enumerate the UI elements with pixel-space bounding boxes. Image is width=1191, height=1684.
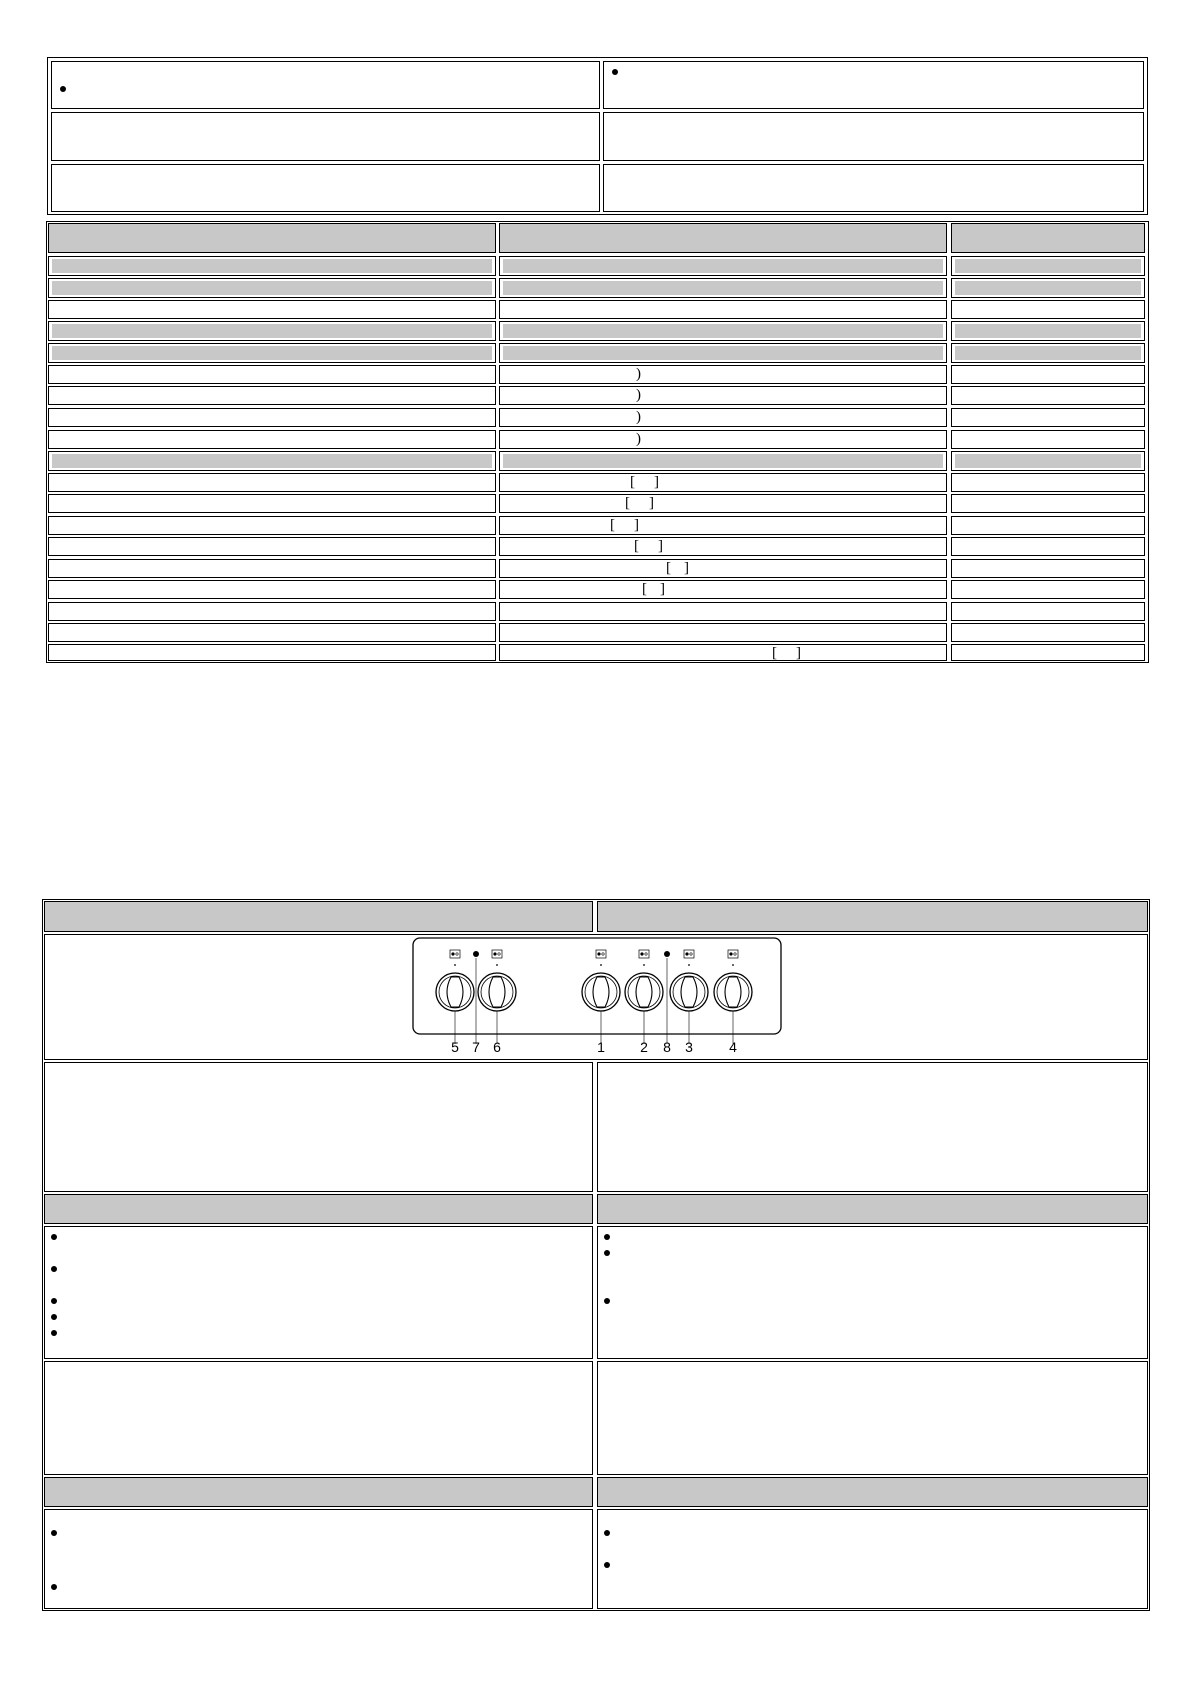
indicator-light-8 (664, 951, 670, 957)
bullet-list-right-2 (597, 1226, 1148, 1359)
knob-number-label: 8 (663, 1039, 671, 1055)
spec-cell-r1-c1 (48, 223, 496, 253)
spec-cell-r19-c1 (48, 623, 496, 642)
spec-cell-r19-c3 (951, 623, 1145, 642)
bullet-icon (604, 1530, 610, 1536)
bullet-icon (604, 1562, 610, 1568)
section-header-left-3 (44, 1477, 593, 1507)
knob-number-label: 1 (597, 1039, 605, 1055)
knob-number-label: 6 (493, 1039, 501, 1055)
spec-cell-r9-c1 (48, 408, 496, 427)
spec-cell-r15-c2 (499, 537, 947, 556)
spec-cell-r14-c3 (951, 516, 1145, 535)
spec-cell-r16-c3 (951, 559, 1145, 578)
knob-number-label: 2 (640, 1039, 648, 1055)
spec-cell-r4-c3 (951, 300, 1145, 319)
spec-cell-r13-c1 (48, 494, 496, 513)
spec-cell-r15-c3 (951, 537, 1145, 556)
section-header-right-3 (597, 1477, 1148, 1507)
spec-cell-r7-c2 (499, 365, 947, 384)
spec-cell-r18-c2 (499, 602, 947, 621)
indicator-light-7 (473, 951, 479, 957)
closing-parenthesis: ) (636, 431, 641, 447)
spec-cell-r16-c2 (499, 559, 947, 578)
closing-parenthesis: ) (636, 387, 641, 403)
section-header-right-2 (597, 1194, 1148, 1224)
close-bracket: ] (649, 495, 654, 511)
spec-cell-r11-c3 (951, 451, 1145, 471)
close-bracket: ] (660, 581, 665, 597)
bullet-icon (604, 1298, 610, 1304)
open-bracket: [ (630, 474, 635, 490)
spec-cell-r9-c2 (499, 408, 947, 427)
spec-cell-r2-c2 (499, 256, 947, 276)
spec-cell-r3-c2 (499, 278, 947, 298)
bullet-icon (604, 1250, 610, 1256)
spec-cell-r16-c1 (48, 559, 496, 578)
open-bracket: [ (610, 517, 615, 533)
spec-cell-r6-c3 (951, 343, 1145, 363)
spec-cell-r5-c3 (951, 321, 1145, 341)
spec-cell-r5-c1 (48, 321, 496, 341)
bullet-icon (51, 1266, 57, 1272)
knob-number-label: 7 (472, 1039, 480, 1055)
bullet-icon (51, 1298, 57, 1304)
bullet-icon (60, 86, 66, 92)
spec-cell-r12-c3 (951, 473, 1145, 492)
spec-cell-r3-c1 (48, 278, 496, 298)
spec-cell-r12-c1 (48, 473, 496, 492)
spec-cell-r6-c1 (48, 343, 496, 363)
spec-cell-r10-c2 (499, 430, 947, 449)
spec-cell-r18-c1 (48, 602, 496, 621)
closing-parenthesis: ) (636, 366, 641, 382)
spec-cell-r9-c3 (951, 408, 1145, 427)
bullet-icon (51, 1234, 57, 1240)
close-bracket: ] (796, 645, 801, 661)
knob-number-label: 4 (729, 1039, 737, 1055)
closing-parenthesis: ) (636, 409, 641, 425)
info-cell-3-right (603, 164, 1144, 212)
description-left-3 (44, 1361, 593, 1475)
spec-cell-r15-c1 (48, 537, 496, 556)
spec-cell-r13-c3 (951, 494, 1145, 513)
spec-cell-r20-c1 (48, 644, 496, 661)
open-bracket: [ (666, 560, 671, 576)
spec-cell-r4-c2 (499, 300, 947, 319)
spec-cell-r19-c2 (499, 623, 947, 642)
spec-cell-r4-c1 (48, 300, 496, 319)
knob-number-label: 3 (685, 1039, 693, 1055)
spec-cell-r18-c3 (951, 602, 1145, 621)
bullet-list-left-2 (44, 1226, 593, 1359)
close-bracket: ] (634, 517, 639, 533)
spec-cell-r7-c3 (951, 365, 1145, 384)
spec-cell-r13-c2 (499, 494, 947, 513)
spec-cell-r8-c3 (951, 386, 1145, 405)
bullet-list-left-3 (44, 1509, 593, 1609)
bullet-icon (51, 1314, 57, 1320)
spec-cell-r5-c2 (499, 321, 947, 341)
spec-cell-r14-c1 (48, 516, 496, 535)
open-bracket: [ (625, 495, 630, 511)
spec-cell-r8-c2 (499, 386, 947, 405)
close-bracket: ] (658, 538, 663, 554)
spec-cell-r2-c3 (951, 256, 1145, 276)
open-bracket: [ (634, 538, 639, 554)
section-header-left-2 (44, 1194, 593, 1224)
spec-cell-r10-c3 (951, 430, 1145, 449)
spec-cell-r1-c3 (951, 223, 1145, 253)
bullet-icon (51, 1530, 57, 1536)
bullet-icon (51, 1330, 57, 1336)
spec-cell-r8-c1 (48, 386, 496, 405)
description-right (597, 1062, 1148, 1192)
spec-cell-r1-c2 (499, 223, 947, 253)
info-cell-1-right (603, 61, 1144, 109)
close-bracket: ] (684, 560, 689, 576)
bullet-icon (612, 69, 618, 75)
info-cell-3-left (51, 164, 600, 212)
spec-cell-r20-c2 (499, 644, 947, 661)
bullet-list-right-3 (597, 1509, 1148, 1609)
close-bracket: ] (654, 474, 659, 490)
info-cell-2-left (51, 112, 600, 161)
spec-cell-r17-c2 (499, 580, 947, 599)
spec-cell-r14-c2 (499, 516, 947, 535)
control-panel-illustration (411, 936, 783, 1056)
spec-cell-r17-c3 (951, 580, 1145, 599)
bullet-icon (604, 1234, 610, 1240)
bullet-icon (51, 1584, 57, 1590)
control-panel-diagram (411, 936, 783, 1056)
spec-cell-r10-c1 (48, 430, 496, 449)
description-left (44, 1062, 593, 1192)
spec-cell-r11-c1 (48, 451, 496, 471)
knob-number-label: 5 (451, 1039, 459, 1055)
spec-cell-r7-c1 (48, 365, 496, 384)
description-right-3 (597, 1361, 1148, 1475)
info-cell-2-right (603, 112, 1144, 161)
controls-header-right (597, 901, 1148, 932)
spec-cell-r20-c3 (951, 644, 1145, 661)
spec-cell-r2-c1 (48, 256, 496, 276)
open-bracket: [ (642, 581, 647, 597)
info-cell-1-left (51, 61, 600, 109)
spec-cell-r17-c1 (48, 580, 496, 599)
spec-cell-r12-c2 (499, 473, 947, 492)
open-bracket: [ (772, 645, 777, 661)
spec-cell-r3-c3 (951, 278, 1145, 298)
controls-header-left (44, 901, 593, 932)
spec-cell-r11-c2 (499, 451, 947, 471)
spec-cell-r6-c2 (499, 343, 947, 363)
